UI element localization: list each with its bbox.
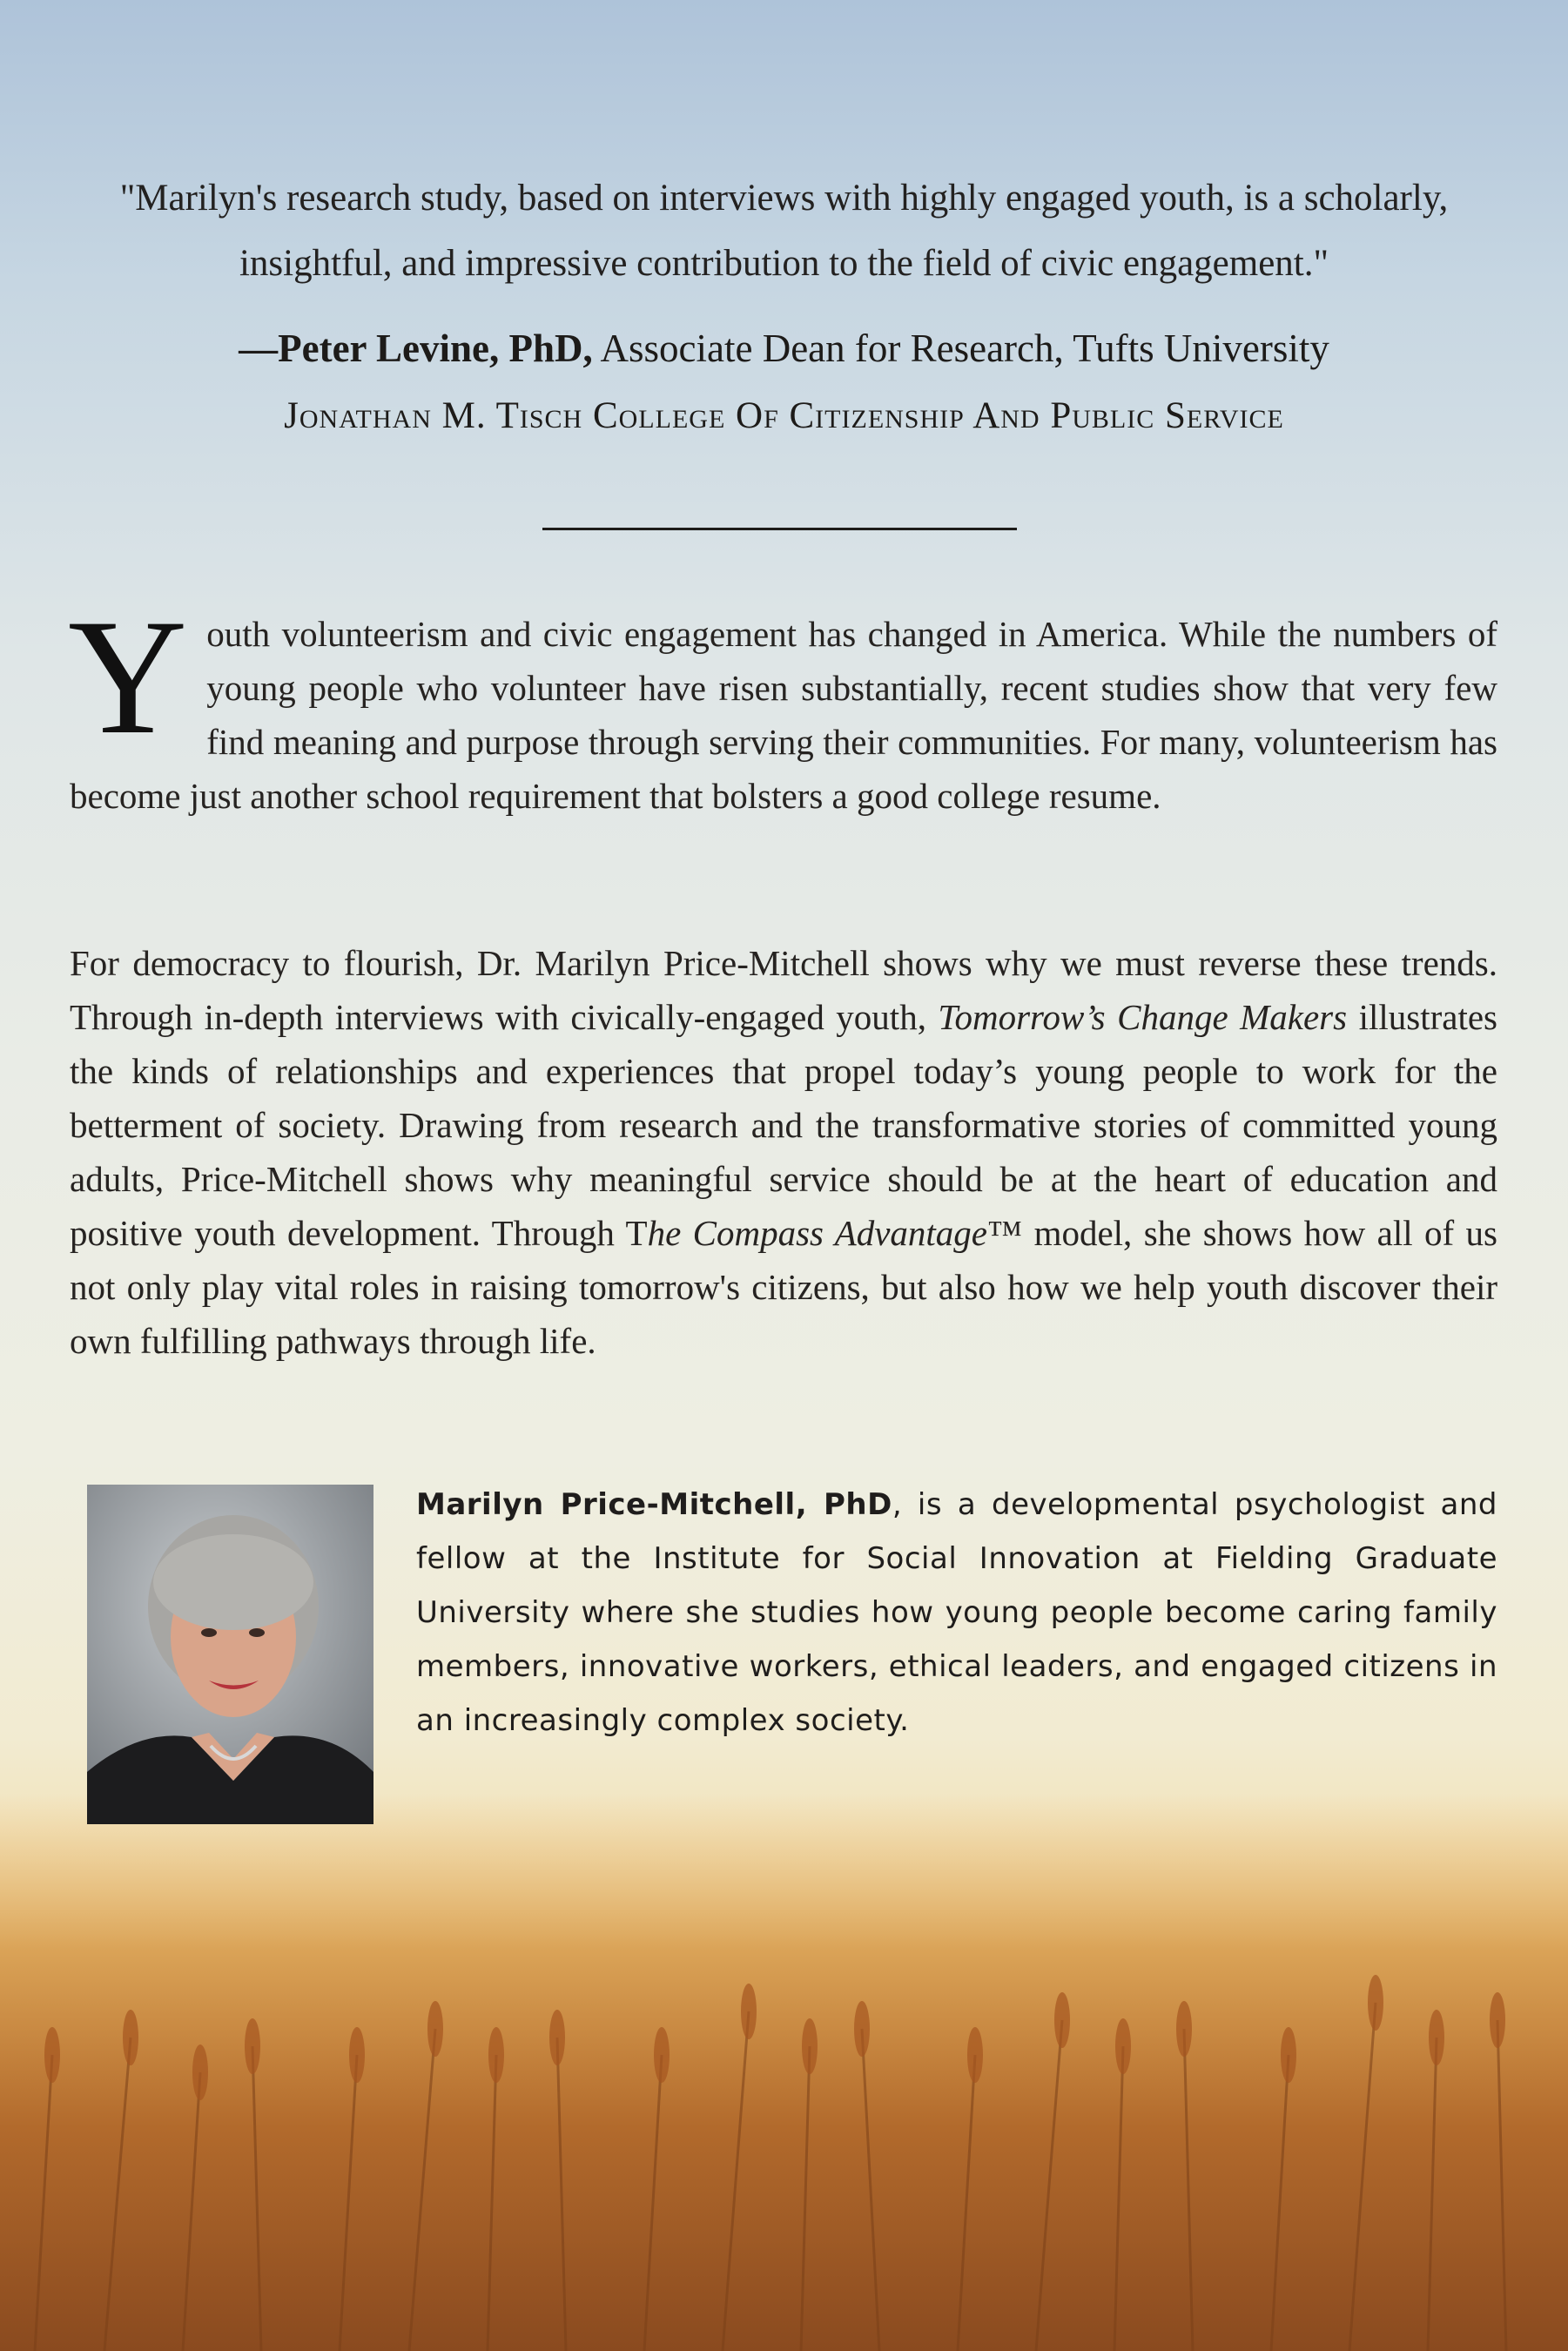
drop-cap: Y: [68, 586, 188, 769]
paragraph-2-text-a: For democracy to flourish, Dr. Marilyn Price-Mitchell shows why we must reverse these trends. Through in-depth interviews with civically-engaged youth,: [70, 943, 1497, 1037]
book-title: Tomorrow’s Change Makers: [938, 997, 1348, 1037]
endorsement-quote: "Marilyn's research study, based on interviews with highly engaged youth, is a scholarly, insightful, and impressive contribution to the field of civic engagement.": [119, 178, 1449, 284]
paragraph-2-text-b: illustrates the kinds of relationships and experiences that propel today’s young people to work for the betterment of society. Drawing from research and the transformative stories of committed young adults, Price-Mitchell shows why meaningful service should be at the heart of education and positive youth development. Through T: [70, 997, 1497, 1253]
endorser-name: —Peter Levine, PhD,: [239, 327, 593, 370]
author-bio: [416, 1478, 1497, 1748]
description-paragraph-1: [68, 586, 1497, 823]
endorser-college: Jonathan M. Tisch College Of Citizenship And Public Service: [284, 395, 1284, 436]
paragraph-1-text: outh volunteerism and civic engagement has changed in America. While the numbers of young people who volunteer have risen substantially, recent studies show that very few find meaning and purpose through serving their communities. For many, volunteerism has become just another school requirement that bolsters a good college resume.: [70, 614, 1497, 816]
description-paragraph-2: [70, 936, 1497, 1368]
model-name: he Compass Advantage: [647, 1213, 987, 1253]
paragraph-2-text-c: ™ model, she shows how all of us not only play vital roles in raising tomorrow's citizens, but also how we help youth discover their own fulfilling pathways through life.: [70, 1213, 1498, 1361]
endorsement-attribution: [70, 322, 1498, 374]
author-photo: [87, 1485, 373, 1824]
author-bio-text: , is a developmental psychologist and fellow at the Institute for Social Innovation at Fielding Graduate University where she studies how young people become caring family members, innovative workers, ethical leaders, and engaged citizens in an increasingly complex society.: [416, 1487, 1497, 1738]
wheat-field-image: [0, 1794, 1568, 2351]
divider: [542, 528, 1017, 530]
author-name: Marilyn Price-Mitchell, PhD: [416, 1487, 892, 1522]
endorser-title: Associate Dean for Research, Tufts University: [592, 327, 1329, 370]
